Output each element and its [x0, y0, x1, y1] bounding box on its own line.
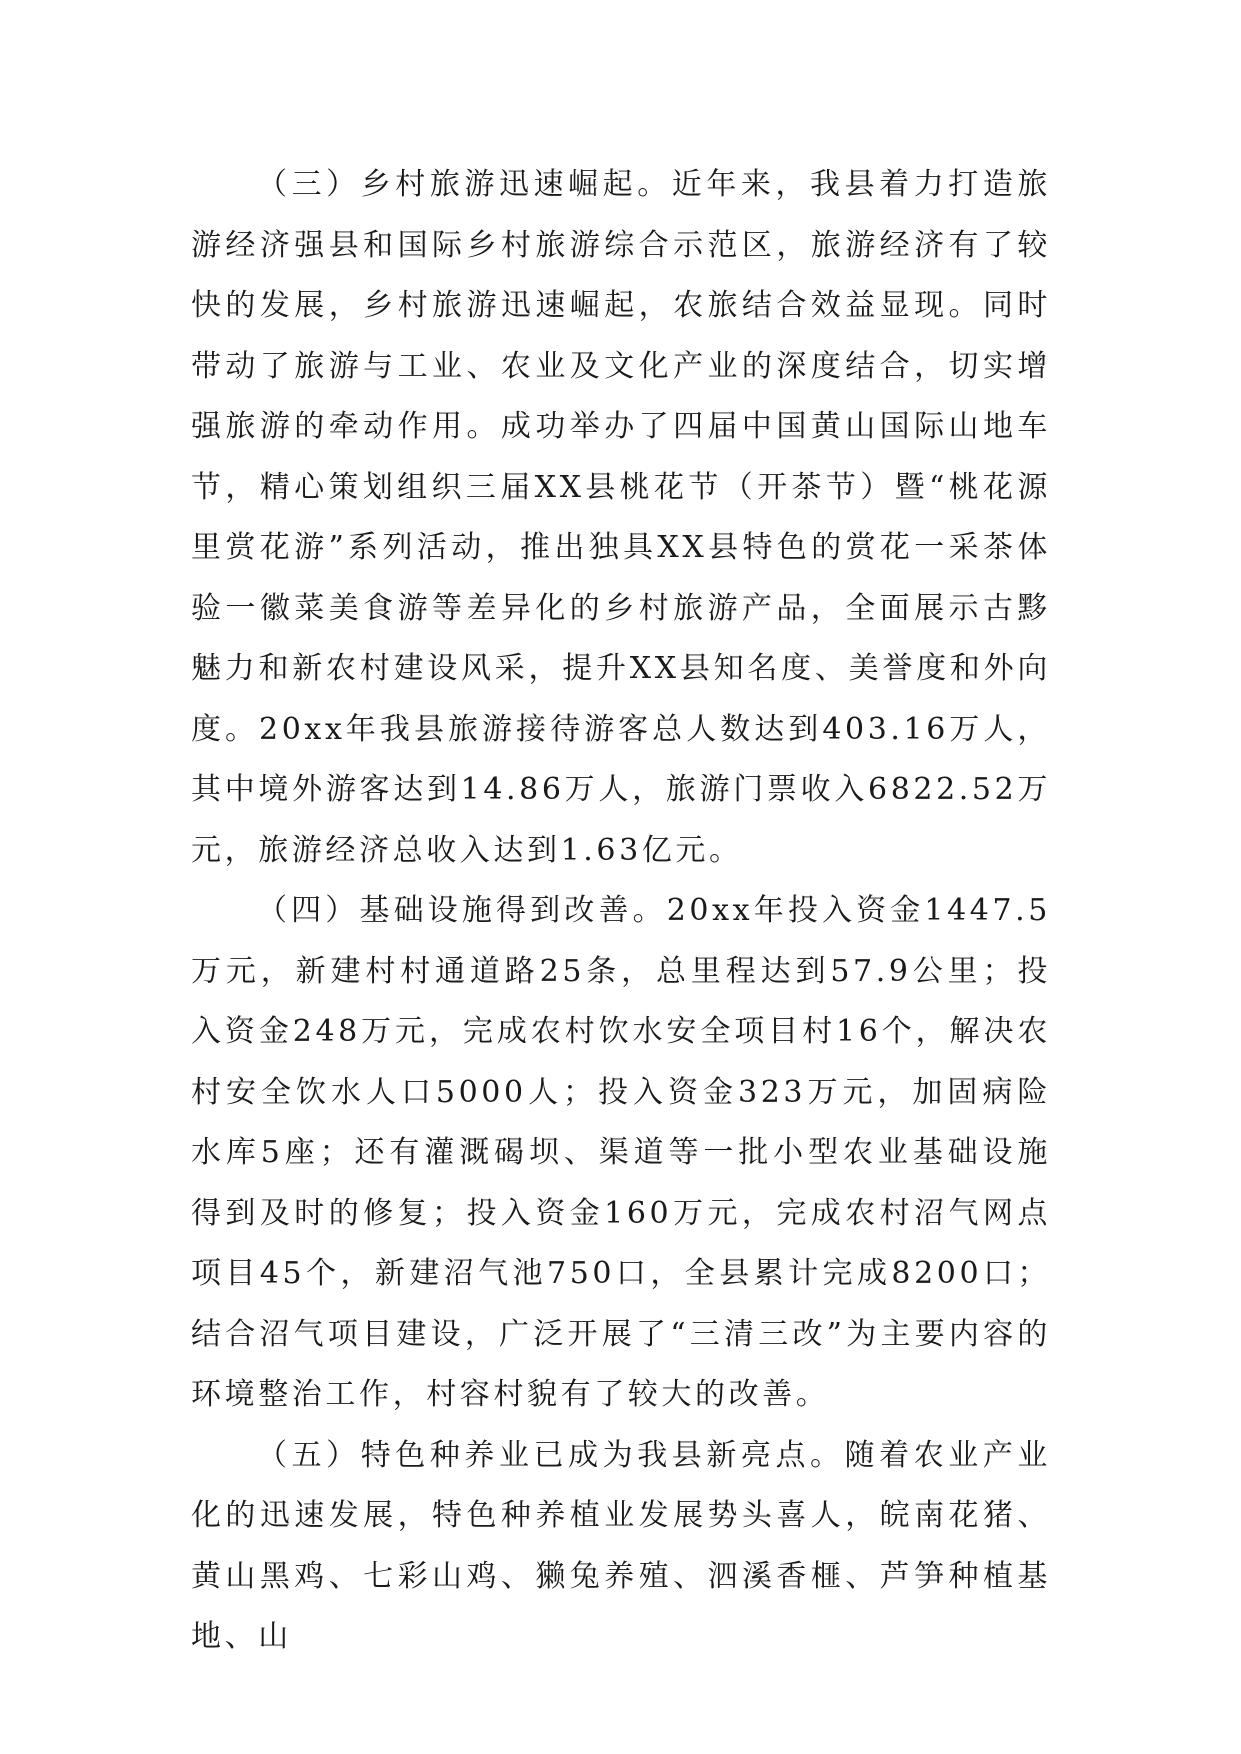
- paragraph-specialty-farming: （五）特色种养业已成为我县新亮点。随着农业产业化的迅速发展，特色种养植业发展势头喜人，皖南花猪、黄山黑鸡、七彩山鸡、獭兔养殖、泗溪香榧、芦笋种植基地、山: [191, 1437, 1051, 1654]
- paragraph-rural-tourism: （三）乡村旅游迅速崛起。近年来，我县着力打造旅游经济强县和国际乡村旅游综合示范区，旅游经济有了较快的发展，乡村旅游迅速崛起，农旅结合效益显现。同时带动了旅游与工业、农业及文化产业的深度结合，切实增强旅游的牵动作用。成功举办了四届中国黄山国际山地车节，精心策划组织三届XX县桃花节（开茶节）暨“桃花源里赏花游”系列活动，推出独具XX县特色的赏花一采茶体验一徽菜美食游等差异化的乡村旅游产品，全面展示古黟魅力和新农村建设风采，提升XX县知名度、美誉度和外向度。20xx年我县旅游接待游客总人数达到403.16万人，其中境外游客达到14.86万人，旅游门票收入6822.52万元，旅游经济总收入达到1.63亿元。: [191, 167, 1051, 868]
- paragraph-infrastructure: （四）基础设施得到改善。20xx年投入资金1447.5万元，新建村村通道路25条，总里程达到57.9公里；投入资金248万元，完成农村饮水安全项目村16个，解决农村安全饮水人口5000人；投入资金323万元，加固病险水库5座；还有灌溉碣坝、渠道等一批小型农业基础设施得到及时的修复；投入资金160万元，完成农村沼气网点项目45个，新建沼气池750口，全县累计完成8200口；结合沼气项目建设，广泛开展了“三清三改”为主要内容的环境整治工作，村容村貌有了较大的改善。: [191, 893, 1051, 1412]
- document-page: [191, 155, 1051, 1668]
